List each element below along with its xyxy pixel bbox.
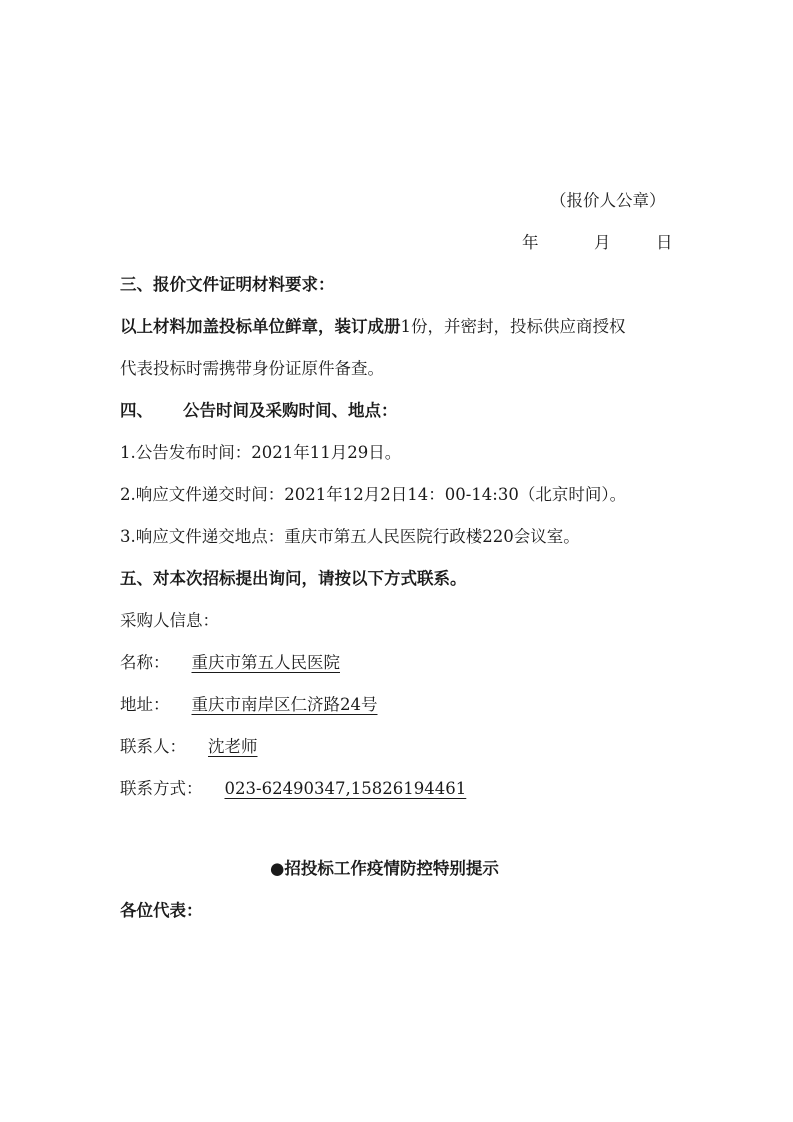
notice-title: ●招投标工作疫情防控特别提示 (270, 859, 499, 878)
section-4-title: 公告时间及采购时间、地点： (183, 401, 398, 420)
section-3-paragraph (120, 316, 626, 338)
date-month-label: 月 (594, 233, 611, 252)
section-4-item-3: 3.响应文件递交地点：重庆市第五人民医院行政楼220会议室。 (120, 527, 580, 546)
section-4-heading (120, 400, 398, 422)
section-4-number: 四、 (120, 401, 153, 420)
section-3-paragraph-bold: 以上材料加盖投标单位鲜章，装订成册 (120, 317, 401, 336)
section-3-heading: 三、报价文件证明材料要求： (120, 275, 335, 294)
section-4-item-1: 1.公告发布时间：2021年11月29日。 (120, 443, 402, 462)
buyer-name-label: 名称： (120, 653, 170, 672)
buyer-phone-value: 023-62490347,15826194461 (224, 779, 467, 798)
buyer-contact-row (120, 736, 258, 758)
buyer-name-row (120, 652, 340, 674)
buyer-phone-row (120, 778, 466, 800)
section-5-heading: 五、对本次招标提出询问，请按以下方式联系。 (120, 569, 467, 588)
section-3-paragraph-rest: 1份，并密封，投标供应商授权 (400, 317, 626, 336)
buyer-phone-label: 联系方式： (120, 779, 203, 798)
buyer-info-label: 采购人信息： (120, 611, 219, 630)
section-3-paragraph-line2: 代表投标时需携带身份证原件备查。 (120, 359, 384, 378)
buyer-contact-value: 沈老师 (208, 737, 258, 756)
section-4-item-2: 2.响应文件递交时间：2021年12月2日14：00-14:30（北京时间）。 (120, 485, 627, 504)
buyer-address-label: 地址： (120, 695, 170, 714)
buyer-address-value: 重庆市南岸区仁济路24号 (191, 695, 378, 714)
seal-label: （报价人公章） (550, 191, 666, 210)
buyer-address-row (120, 694, 378, 716)
notice-greeting: 各位代表： (120, 901, 203, 920)
buyer-name-value: 重庆市第五人民医院 (191, 653, 340, 672)
date-year-label: 年 (522, 233, 539, 252)
buyer-contact-label: 联系人： (120, 737, 186, 756)
date-day-label: 日 (656, 233, 673, 252)
